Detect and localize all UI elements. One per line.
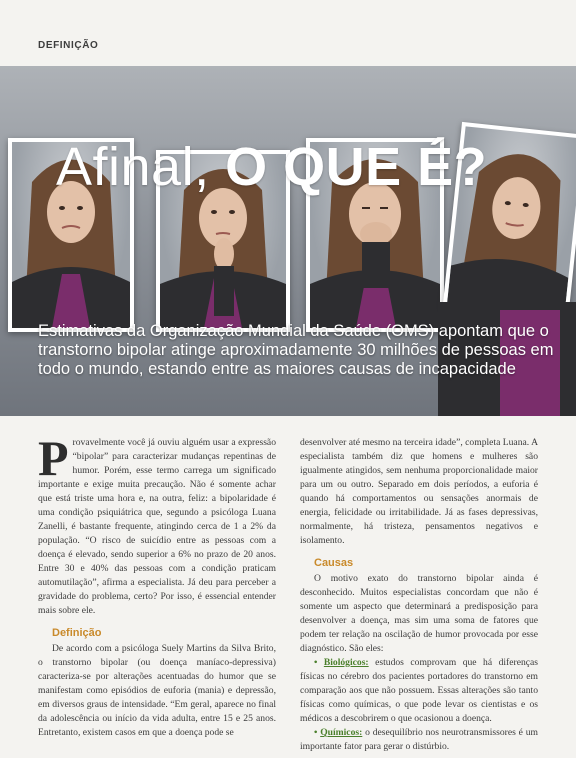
page-title [56,136,487,198]
bullet-text: estudos comprovam que há diferenças físicas no cérebro dos pacientes portadores do transtorno em comparação aos que não possuem. Essas alterações são tanto físicas como químicas, o que pode levar os cientistas e os médicos a descobrirem o que ocasionou a doença. [300,657,539,724]
subhead-causas: Causas [314,557,354,569]
bullet-dot-icon: • [314,657,324,668]
right-column [300,436,538,754]
bullet-label: Químicos: [320,727,363,738]
bullet-text: o desequilíbrio nos neurotransmissores é um importante fator para gerar o distúrbio. [300,727,538,752]
section-tag: DEFINIÇÃO [38,40,99,51]
left-column [38,430,276,740]
title-part-regular: Afinal, [56,137,226,197]
subhead-definicao: Definição [52,627,102,639]
bullet-label: Biológicos: [323,657,369,668]
bullet-biologicos [300,656,538,726]
definition-paragraph: De acordo com a psicóloga Suely Martins da Silva Brito, o transtorno bipolar (ou doença maníaco-depressiva) caracteriza-se por alterações acentuadas do humor que se manifestam como episódios de euforia (mania) e depressão, em diversos graus de intensidade. “Em geral, aparece no final da adolescência ou início da vida adulta, entre 15 e 25 anos. Entretanto, existem casos em que a doença pode se [38,643,276,738]
causes-paragraph: O motivo exato do transtorno bipolar ainda é desconhecido. Muitos especialistas concordam que não é somente um aspecto que determinará a predisposição para desenvolver a doença, mas sim uma soma de fatores que podem ter relação na oscilação de humor provocada por esse diagnóstico. São eles: [300,573,538,654]
intro-paragraph: rovavelmente você já ouviu alguém usar a expressão “bipolar” para caracterizar mudanças repentinas de humor. Porém, esse termo carrega um significado importante e exige muita precaução. Não é somente achar que está triste uma hora e, na outra, feliz: a bipolaridade é uma condição psiquiátrica que, segundo a psicóloga Luana Zanelli, é bastante frequente, atingindo cerca de 1 a 2% da população. “O risco de suicídio entre as pessoas com a doença é elevado, sendo superior a 6% no prazo de 20 anos. Entre 30 e 40% das pessoas com a condição praticam automutilação”, afirma a especialista. Já deu para perceber a gravidade do problema, certo? Por isso, é essencial entender mais sobre ele. [38,437,276,616]
continuation-paragraph: desenvolver até mesmo na terceira idade”, completa Luana. A especialista também diz que homens e mulheres são igualmente atingidos, sem nenhuma proporcionalidade maior para um ou outro. Separado em dois períodos, a euforia é quando há comportamentos ou sensações anormais de energia, felicidade ou irritabilidade. Já as fases depressivas, normalmente, há tristeza, pensamentos negativos e isolamento. [300,437,538,546]
hero-lead-text: Estimativas da Organização Mundial da Saúde (OMS) apontam que o transtorno bipolar atinge aproximadamente 30 milhões de pessoas em todo o mundo, estando entre as maiores causas de incapacidade [38,322,554,378]
dropcap-letter: P [38,430,69,486]
title-part-bold: O QUE É? [225,137,488,197]
bullet-dot-icon: • [314,727,321,738]
bullet-quimicos [300,726,538,754]
